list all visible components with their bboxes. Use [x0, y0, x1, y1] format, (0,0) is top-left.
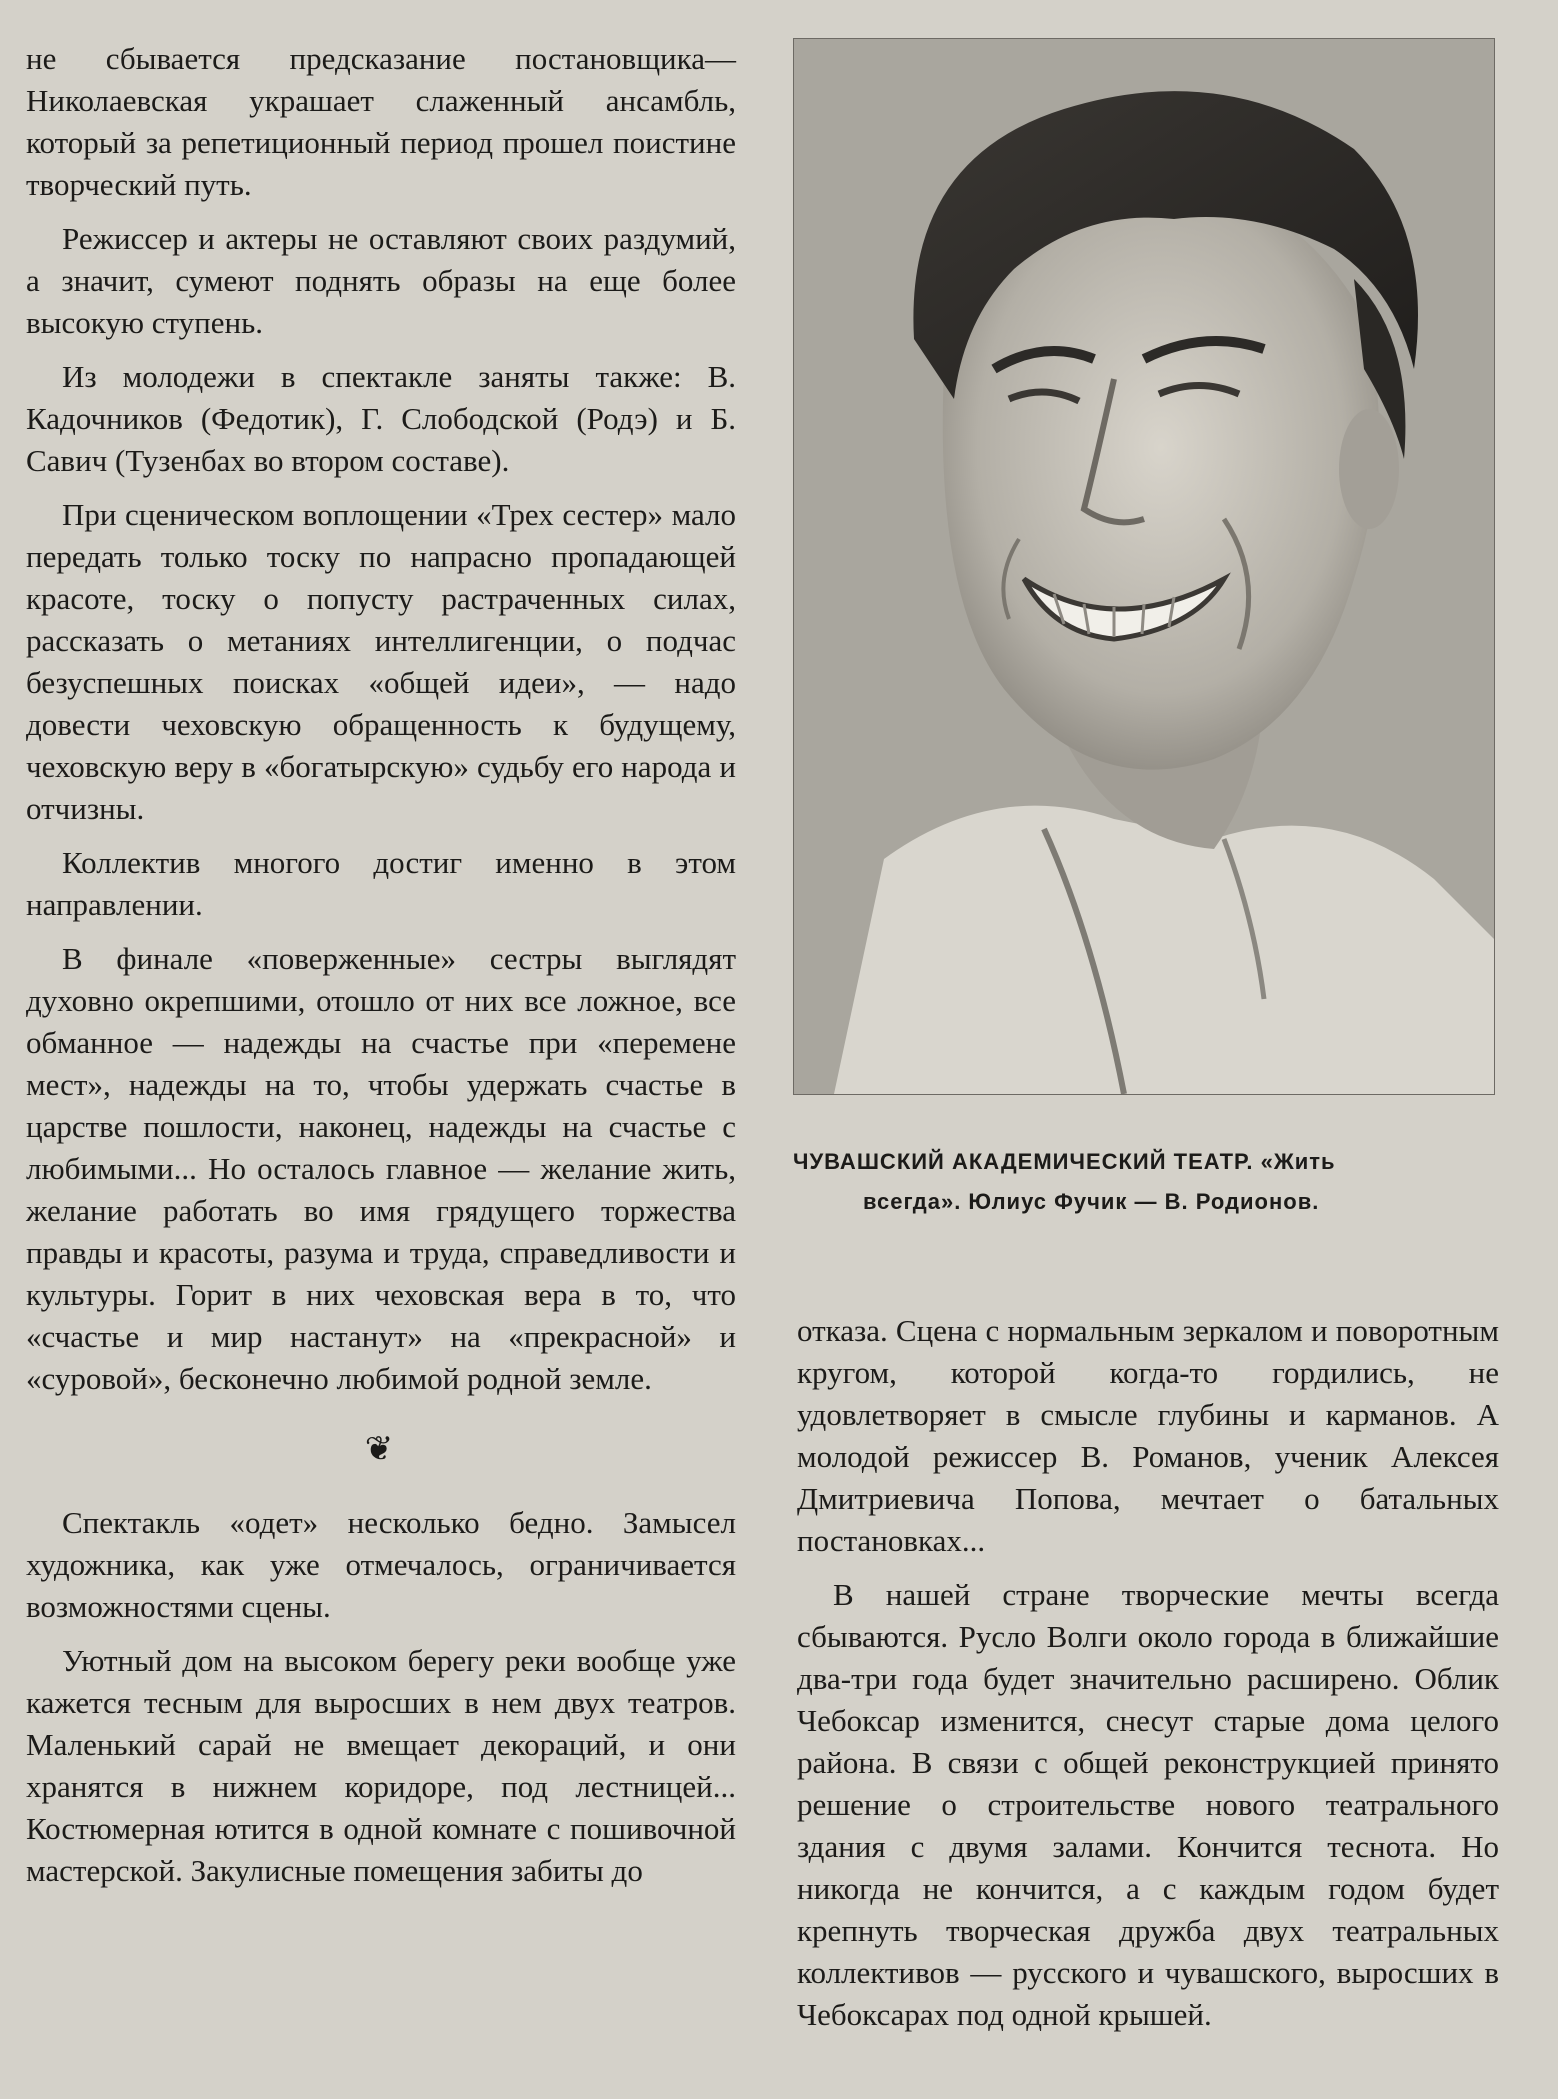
caption-line-1: ЧУВАШСКИЙ АКАДЕМИЧЕСКИЙ ТЕАТР. «Жить	[793, 1149, 1336, 1174]
paragraph: В нашей стране творческие мечты всегда сбываются. Русло Волги около города в ближайшие два-три года будет значительно расширено. Облик Чебоксар изменится, снесут старые дома целого района. В связи с общей реконструкцией принято решение о строительстве нового театрального здания с двумя залами. Кончится теснота. Но никогда не кончится, а с каждым годом будет крепнуть творческая дружба двух театральных коллективов — русского и чувашского, выросших в Чебоксарах под одной крышей.	[797, 1577, 1499, 2032]
paragraph: При сценическом воплощении «Трех сестер» мало передать только тоску по напрасно пропадающей красоте, тоску о попусту растраченных силах, рассказать о метаниях интеллигенции, о подчас безуспешных поисках «общей идеи», — надо довести чеховскую обращенность к будущему, чеховскую веру в «богатырскую» судьбу его народа и отчизны.	[26, 497, 736, 826]
paragraph: Режиссер и актеры не оставляют своих раздумий, а значит, сумеют поднять образы на еще более высокую ступень.	[26, 221, 736, 340]
section-ornament: ❦	[364, 1431, 398, 1468]
paragraph: Из молодежи в спектакле заняты также: В. Кадочников (Федотик), Г. Слободской (Родэ) и Б. Савич (Тузенбах во втором составе).	[26, 359, 736, 478]
portrait-photo	[793, 38, 1495, 1095]
paragraph: Коллектив многого достиг именно в этом направлении.	[26, 845, 736, 922]
portrait-illustration	[794, 39, 1494, 1094]
left-text-column	[26, 38, 736, 1904]
caption-line-2: всегда». Юлиус Фучик — В. Родионов.	[863, 1189, 1320, 1214]
right-text-column	[797, 1310, 1499, 2048]
paragraph: Уютный дом на высоком берегу реки вообще уже кажется тесным для выросших в нем двух театров. Маленький сарай не вмещает декораций, и они хранятся в нижнем коридоре, под лестницей... Костюмерная ютится в одной комнате с пошивочной мастерской. Закулисные помещения забиты до	[26, 1643, 736, 1888]
paragraph: отказа. Сцена с нормальным зеркалом и поворотным кругом, которой когда-то гордились, не удовлетворяет в смысле глубины и карманов. А молодой режиссер В. Романов, ученик Алексея Дмитриевича Попова, мечтает о батальных постановках...	[797, 1313, 1499, 1558]
paragraph: В финале «поверженные» сестры выглядят духовно окрепшими, отошло от них все ложное, все обманное — надежды на счастье при «перемене мест», надежды на то, чтобы удержать счастье в царстве пошлости, наконец, надежды на счастье с любимыми... Но осталось главное — желание жить, желание работать во имя грядущего торжества правды и красоты, разума и труда, справедливости и культуры. Горит в них чеховская вера в то, что «счастье и мир настанут» на «прекрасной» и «суровой», бесконечно любимой родной земле.	[26, 941, 736, 1396]
paragraph: Спектакль «одет» несколько бедно. Замысел художника, как уже отмечалось, ограничивается возможностями сцены.	[26, 1505, 736, 1624]
photo-caption	[793, 1142, 1498, 1222]
paragraph: не сбывается предсказание постановщика— Николаевская украшает слаженный ансамбль, который за репетиционный период прошел поистине творческий путь.	[26, 41, 736, 202]
